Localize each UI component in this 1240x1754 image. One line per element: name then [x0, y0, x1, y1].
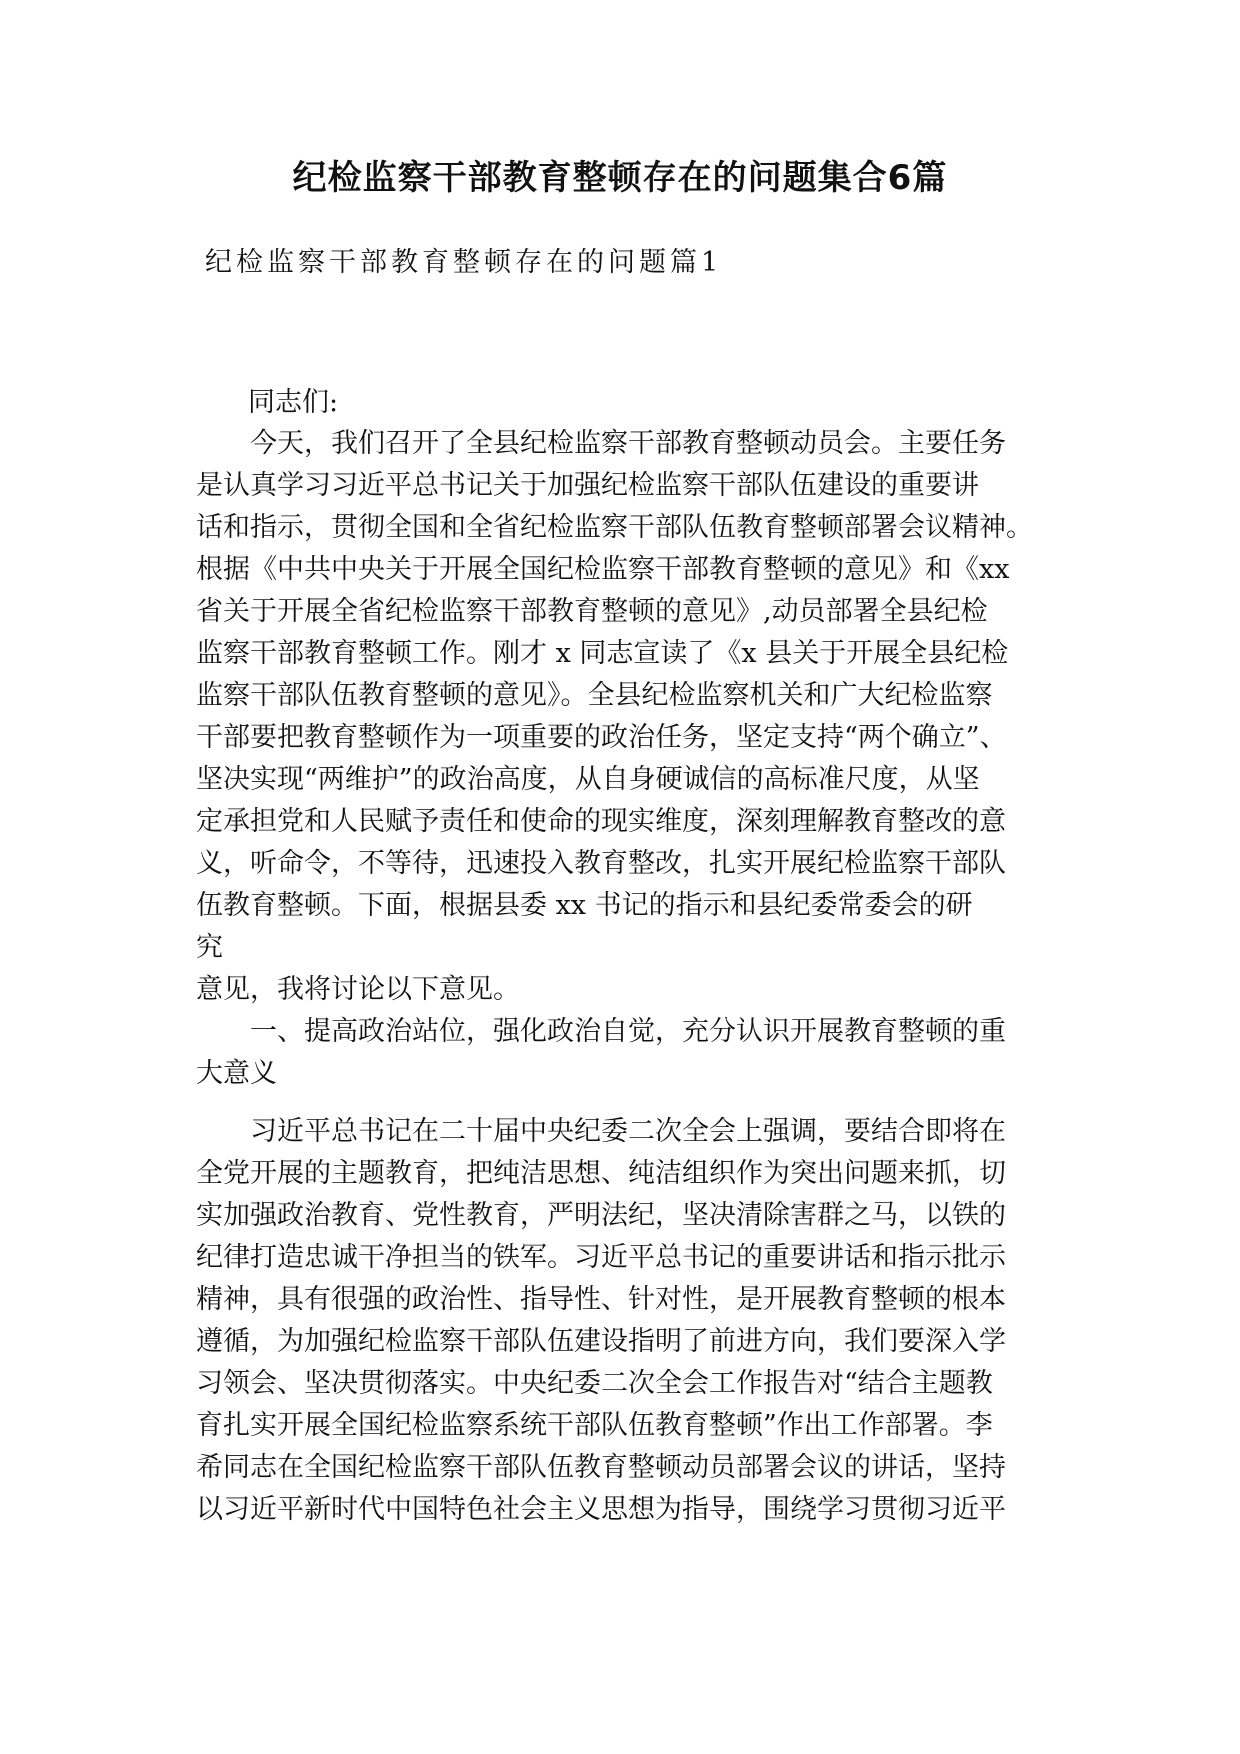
body-line: 伍教育整顿。下面，根据县委 xx 书记的指示和县纪委常委会的研 — [196, 890, 973, 921]
body-line: 话和指示，贯彻全国和全省纪检监察干部队伍教育整顿部署会议精神。 — [196, 512, 1033, 543]
body-line: 坚决实现“两维护”的政治高度，从自身硬诚信的高标准尺度，从坚 — [196, 764, 980, 795]
body-line: 全党开展的主题教育，把纯洁思想、纯洁组织作为突出问题来抓，切 — [196, 1158, 1006, 1189]
section-subtitle: 纪检监察干部教育整顿存在的问题篇1 — [205, 247, 723, 278]
document-body — [196, 423, 1056, 1531]
body-line: 是认真学习习近平总书记关于加强纪检监察干部队伍建设的重要讲 — [196, 470, 979, 501]
body-line: 精神，具有很强的政治性、指导性、针对性，是开展教育整顿的根本 — [196, 1284, 1006, 1315]
body-line: 定承担党和人民赋予责任和使命的现实维度，深刻理解教育整改的意 — [196, 806, 1006, 837]
document-title: 纪检监察干部教育整顿存在的问题集合6篇 — [292, 158, 948, 198]
body-line: 以习近平新时代中国特色社会主义思想为指导，围绕学习贯彻习近平 — [196, 1494, 1006, 1525]
body-line: 意见，我将讨论以下意见。 — [196, 974, 520, 1005]
body-line: 育扎实开展全国纪检监察系统干部队伍教育整顿”作出工作部署。李 — [196, 1410, 993, 1441]
body-line: 今天，我们召开了全县纪检监察干部教育整顿动员会。主要任务 — [250, 428, 1006, 459]
body-line: 根据《中共中央关于开展全国纪检监察干部教育整顿的意见》和《xx — [196, 554, 1010, 585]
body-line: 省关于开展全省纪检监察干部教育整顿的意见》,动员部署全县纪检 — [196, 596, 988, 627]
body-line: 义，听命令，不等待，迅速投入教育整改，扎实开展纪检监察干部队 — [196, 848, 1006, 879]
body-line: 习近平总书记在二十届中央纪委二次全会上强调，要结合即将在 — [250, 1116, 1006, 1147]
body-line: 习领会、坚决贯彻落实。中央纪委二次全会工作报告对“结合主题教 — [196, 1368, 993, 1399]
body-line: 监察干部队伍教育整顿的意见》。全县纪检监察机关和广大纪检监察 — [196, 680, 993, 711]
body-line: 监察干部教育整顿工作。刚才 x 同志宣读了《x 县关于开展全县纪检 — [196, 638, 1009, 669]
section-heading-line: 一、提高政治站位，强化政治自觉，充分认识开展教育整顿的重 — [250, 1016, 1006, 1047]
body-line: 遵循，为加强纪检监察干部队伍建设指明了前进方向，我们要深入学 — [196, 1326, 1006, 1357]
paragraph-gap — [196, 1095, 1056, 1111]
body-line: 究 — [196, 932, 223, 963]
body-line: 希同志在全国纪检监察干部队伍教育整顿动员部署会议的讲话，坚持 — [196, 1452, 1006, 1483]
section-heading-line: 大意义 — [196, 1058, 277, 1089]
body-line: 干部要把教育整顿作为一项重要的政治任务，坚定支持“两个确立”、 — [196, 722, 1007, 753]
greeting: 同志们: — [248, 387, 339, 418]
body-line: 纪律打造忠诚干净担当的铁军。习近平总书记的重要讲话和指示批示 — [196, 1242, 1006, 1273]
body-line: 实加强政治教育、党性教育，严明法纪，坚决清除害群之马，以铁的 — [196, 1200, 1006, 1231]
